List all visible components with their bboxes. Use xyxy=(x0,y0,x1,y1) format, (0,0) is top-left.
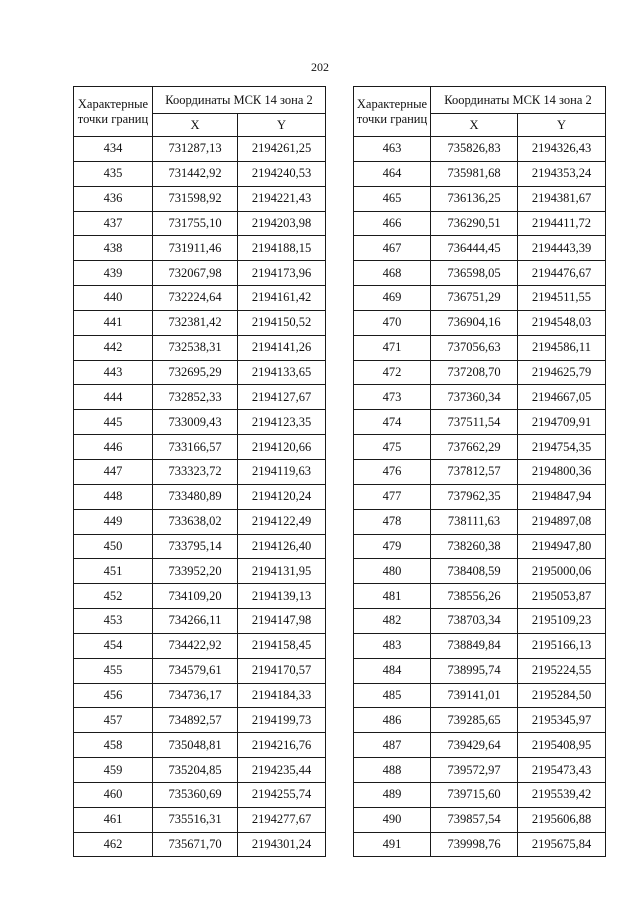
point-number-cell: 444 xyxy=(74,385,153,410)
table-row xyxy=(74,211,326,236)
table-row xyxy=(74,708,326,733)
table-row xyxy=(354,733,606,758)
x-coordinate-cell: 736444,45 xyxy=(431,236,518,261)
point-number-cell: 463 xyxy=(354,137,431,162)
point-number-cell: 436 xyxy=(74,186,153,211)
y-coordinate-cell: 2194255,74 xyxy=(238,782,326,807)
table-row xyxy=(354,435,606,460)
point-number-cell: 464 xyxy=(354,161,431,186)
y-coordinate-cell: 2195606,88 xyxy=(518,807,606,832)
point-number-cell: 455 xyxy=(74,658,153,683)
x-coordinate-cell: 733795,14 xyxy=(153,534,238,559)
y-coordinate-cell: 2194625,79 xyxy=(518,360,606,385)
table-row xyxy=(74,236,326,261)
coordinates-header: Координаты МСК 14 зона 2 xyxy=(153,87,326,114)
point-number-cell: 480 xyxy=(354,559,431,584)
point-number-cell: 442 xyxy=(74,335,153,360)
point-number-cell: 472 xyxy=(354,360,431,385)
x-coordinate-cell: 739285,65 xyxy=(431,708,518,733)
table-row xyxy=(354,609,606,634)
x-coordinate-cell: 738111,63 xyxy=(431,509,518,534)
table-row xyxy=(354,807,606,832)
table-row xyxy=(354,410,606,435)
y-coordinate-cell: 2194235,44 xyxy=(238,758,326,783)
table-row xyxy=(354,335,606,360)
x-coordinate-cell: 734579,61 xyxy=(153,658,238,683)
y-coordinate-cell: 2194199,73 xyxy=(238,708,326,733)
point-number-cell: 466 xyxy=(354,211,431,236)
table-row xyxy=(354,236,606,261)
point-number-cell: 456 xyxy=(74,683,153,708)
y-coordinate-cell: 2195284,50 xyxy=(518,683,606,708)
point-number-cell: 487 xyxy=(354,733,431,758)
x-coordinate-cell: 732852,33 xyxy=(153,385,238,410)
point-number-cell: 458 xyxy=(74,733,153,758)
point-number-cell: 468 xyxy=(354,261,431,286)
table-row xyxy=(74,807,326,832)
table-row xyxy=(354,360,606,385)
table-row xyxy=(74,360,326,385)
points-header: Характерные точки границ xyxy=(74,87,153,137)
x-coordinate-cell: 735048,81 xyxy=(153,733,238,758)
x-header: X xyxy=(431,114,518,137)
x-coordinate-cell: 732695,29 xyxy=(153,360,238,385)
y-coordinate-cell: 2194123,35 xyxy=(238,410,326,435)
y-coordinate-cell: 2194203,98 xyxy=(238,211,326,236)
y-coordinate-cell: 2194586,11 xyxy=(518,335,606,360)
point-number-cell: 461 xyxy=(74,807,153,832)
table-row xyxy=(74,161,326,186)
table-row xyxy=(74,186,326,211)
y-coordinate-cell: 2195000,06 xyxy=(518,559,606,584)
y-coordinate-cell: 2194476,67 xyxy=(518,261,606,286)
y-coordinate-cell: 2194131,95 xyxy=(238,559,326,584)
y-coordinate-cell: 2194126,40 xyxy=(238,534,326,559)
y-coordinate-cell: 2194301,24 xyxy=(238,832,326,857)
table-row xyxy=(354,261,606,286)
y-coordinate-cell: 2194240,53 xyxy=(238,161,326,186)
point-number-cell: 465 xyxy=(354,186,431,211)
y-coordinate-cell: 2194221,43 xyxy=(238,186,326,211)
x-coordinate-cell: 736751,29 xyxy=(431,286,518,311)
point-number-cell: 489 xyxy=(354,782,431,807)
point-number-cell: 462 xyxy=(74,832,153,857)
x-coordinate-cell: 738703,34 xyxy=(431,609,518,634)
table-row xyxy=(354,683,606,708)
y-coordinate-cell: 2194277,67 xyxy=(238,807,326,832)
point-number-cell: 478 xyxy=(354,509,431,534)
point-number-cell: 446 xyxy=(74,435,153,460)
y-coordinate-cell: 2194947,80 xyxy=(518,534,606,559)
table-row xyxy=(74,658,326,683)
table-row xyxy=(354,385,606,410)
point-number-cell: 484 xyxy=(354,658,431,683)
point-number-cell: 457 xyxy=(74,708,153,733)
y-coordinate-cell: 2195053,87 xyxy=(518,584,606,609)
table-row xyxy=(354,137,606,162)
x-coordinate-cell: 735516,31 xyxy=(153,807,238,832)
x-coordinate-cell: 737208,70 xyxy=(431,360,518,385)
point-number-cell: 454 xyxy=(74,633,153,658)
y-header: Y xyxy=(518,114,606,137)
y-coordinate-cell: 2194127,67 xyxy=(238,385,326,410)
y-coordinate-cell: 2194150,52 xyxy=(238,310,326,335)
y-header: Y xyxy=(238,114,326,137)
x-coordinate-cell: 737511,54 xyxy=(431,410,518,435)
table-row xyxy=(354,584,606,609)
coordinates-table-right xyxy=(353,86,606,857)
table-row xyxy=(354,832,606,857)
y-coordinate-cell: 2194119,63 xyxy=(238,459,326,484)
y-coordinate-cell: 2194709,91 xyxy=(518,410,606,435)
y-coordinate-cell: 2195408,95 xyxy=(518,733,606,758)
x-coordinate-cell: 739998,76 xyxy=(431,832,518,857)
table-row xyxy=(354,782,606,807)
y-coordinate-cell: 2194897,08 xyxy=(518,509,606,534)
point-number-cell: 438 xyxy=(74,236,153,261)
x-coordinate-cell: 735360,69 xyxy=(153,782,238,807)
y-coordinate-cell: 2194326,43 xyxy=(518,137,606,162)
table-row xyxy=(74,584,326,609)
table-row xyxy=(74,335,326,360)
table-row xyxy=(74,484,326,509)
point-number-cell: 439 xyxy=(74,261,153,286)
x-coordinate-cell: 736904,16 xyxy=(431,310,518,335)
point-number-cell: 443 xyxy=(74,360,153,385)
table-row xyxy=(74,609,326,634)
point-number-cell: 452 xyxy=(74,584,153,609)
x-coordinate-cell: 731442,92 xyxy=(153,161,238,186)
point-number-cell: 474 xyxy=(354,410,431,435)
x-coordinate-cell: 734266,11 xyxy=(153,609,238,634)
y-coordinate-cell: 2194141,26 xyxy=(238,335,326,360)
y-coordinate-cell: 2194800,36 xyxy=(518,459,606,484)
table-row xyxy=(74,310,326,335)
x-coordinate-cell: 738849,84 xyxy=(431,633,518,658)
x-coordinate-cell: 732224,64 xyxy=(153,286,238,311)
table-body xyxy=(74,137,326,857)
table-row xyxy=(354,559,606,584)
x-coordinate-cell: 739857,54 xyxy=(431,807,518,832)
point-number-cell: 451 xyxy=(74,559,153,584)
table-row xyxy=(354,658,606,683)
y-coordinate-cell: 2194261,25 xyxy=(238,137,326,162)
table-row xyxy=(74,410,326,435)
point-number-cell: 449 xyxy=(74,509,153,534)
x-coordinate-cell: 737962,35 xyxy=(431,484,518,509)
point-number-cell: 488 xyxy=(354,758,431,783)
table-row xyxy=(74,459,326,484)
table-row xyxy=(74,286,326,311)
x-coordinate-cell: 734109,20 xyxy=(153,584,238,609)
point-number-cell: 482 xyxy=(354,609,431,634)
y-coordinate-cell: 2194170,57 xyxy=(238,658,326,683)
table-row xyxy=(354,708,606,733)
point-number-cell: 447 xyxy=(74,459,153,484)
y-coordinate-cell: 2194443,39 xyxy=(518,236,606,261)
point-number-cell: 469 xyxy=(354,286,431,311)
x-coordinate-cell: 731287,13 xyxy=(153,137,238,162)
point-number-cell: 459 xyxy=(74,758,153,783)
y-coordinate-cell: 2195675,84 xyxy=(518,832,606,857)
y-coordinate-cell: 2194158,45 xyxy=(238,633,326,658)
points-header: Характерные точки границ xyxy=(354,87,431,137)
x-coordinate-cell: 734892,57 xyxy=(153,708,238,733)
point-number-cell: 483 xyxy=(354,633,431,658)
x-coordinate-cell: 736290,51 xyxy=(431,211,518,236)
x-coordinate-cell: 733952,20 xyxy=(153,559,238,584)
x-coordinate-cell: 739141,01 xyxy=(431,683,518,708)
point-number-cell: 453 xyxy=(74,609,153,634)
point-number-cell: 440 xyxy=(74,286,153,311)
table-row xyxy=(74,633,326,658)
y-coordinate-cell: 2195166,13 xyxy=(518,633,606,658)
point-number-cell: 460 xyxy=(74,782,153,807)
table-row xyxy=(354,534,606,559)
y-coordinate-cell: 2195345,97 xyxy=(518,708,606,733)
y-coordinate-cell: 2194847,94 xyxy=(518,484,606,509)
point-number-cell: 441 xyxy=(74,310,153,335)
point-number-cell: 481 xyxy=(354,584,431,609)
x-coordinate-cell: 733009,43 xyxy=(153,410,238,435)
point-number-cell: 490 xyxy=(354,807,431,832)
point-number-cell: 485 xyxy=(354,683,431,708)
y-coordinate-cell: 2194548,03 xyxy=(518,310,606,335)
table-row xyxy=(354,484,606,509)
x-coordinate-cell: 735981,68 xyxy=(431,161,518,186)
x-coordinate-cell: 738556,26 xyxy=(431,584,518,609)
table-row xyxy=(74,261,326,286)
table-row xyxy=(354,310,606,335)
y-coordinate-cell: 2194353,24 xyxy=(518,161,606,186)
x-coordinate-cell: 733480,89 xyxy=(153,484,238,509)
x-coordinate-cell: 732381,42 xyxy=(153,310,238,335)
table-row xyxy=(74,733,326,758)
x-coordinate-cell: 735671,70 xyxy=(153,832,238,857)
page-number: 202 xyxy=(311,60,329,74)
y-coordinate-cell: 2195109,23 xyxy=(518,609,606,634)
table-row xyxy=(74,782,326,807)
point-number-cell: 467 xyxy=(354,236,431,261)
table-row xyxy=(74,683,326,708)
y-coordinate-cell: 2195473,43 xyxy=(518,758,606,783)
y-coordinate-cell: 2194184,33 xyxy=(238,683,326,708)
y-coordinate-cell: 2194216,76 xyxy=(238,733,326,758)
y-coordinate-cell: 2194667,05 xyxy=(518,385,606,410)
x-coordinate-cell: 731598,92 xyxy=(153,186,238,211)
x-coordinate-cell: 739429,64 xyxy=(431,733,518,758)
y-coordinate-cell: 2194188,15 xyxy=(238,236,326,261)
x-coordinate-cell: 735826,83 xyxy=(431,137,518,162)
x-coordinate-cell: 738995,74 xyxy=(431,658,518,683)
table-row xyxy=(354,186,606,211)
x-coordinate-cell: 734736,17 xyxy=(153,683,238,708)
x-coordinate-cell: 736598,05 xyxy=(431,261,518,286)
x-coordinate-cell: 736136,25 xyxy=(431,186,518,211)
table-row xyxy=(74,435,326,460)
table-row xyxy=(354,211,606,236)
x-coordinate-cell: 732538,31 xyxy=(153,335,238,360)
point-number-cell: 491 xyxy=(354,832,431,857)
point-number-cell: 476 xyxy=(354,459,431,484)
point-number-cell: 471 xyxy=(354,335,431,360)
point-number-cell: 448 xyxy=(74,484,153,509)
y-coordinate-cell: 2194381,67 xyxy=(518,186,606,211)
table-row xyxy=(74,509,326,534)
table-body xyxy=(354,137,606,857)
x-coordinate-cell: 732067,98 xyxy=(153,261,238,286)
y-coordinate-cell: 2195539,42 xyxy=(518,782,606,807)
point-number-cell: 486 xyxy=(354,708,431,733)
y-coordinate-cell: 2194133,65 xyxy=(238,360,326,385)
x-coordinate-cell: 738408,59 xyxy=(431,559,518,584)
table-row xyxy=(354,509,606,534)
point-number-cell: 445 xyxy=(74,410,153,435)
x-coordinate-cell: 739572,97 xyxy=(431,758,518,783)
table-row xyxy=(74,385,326,410)
y-coordinate-cell: 2194411,72 xyxy=(518,211,606,236)
y-coordinate-cell: 2194139,13 xyxy=(238,584,326,609)
table-row xyxy=(74,758,326,783)
x-coordinate-cell: 733323,72 xyxy=(153,459,238,484)
table-row xyxy=(74,559,326,584)
table-row xyxy=(354,758,606,783)
y-coordinate-cell: 2194173,96 xyxy=(238,261,326,286)
table-row xyxy=(354,633,606,658)
point-number-cell: 434 xyxy=(74,137,153,162)
y-coordinate-cell: 2195224,55 xyxy=(518,658,606,683)
point-number-cell: 475 xyxy=(354,435,431,460)
point-number-cell: 470 xyxy=(354,310,431,335)
coordinates-table-left xyxy=(73,86,326,857)
point-number-cell: 479 xyxy=(354,534,431,559)
table-row xyxy=(354,161,606,186)
x-coordinate-cell: 737662,29 xyxy=(431,435,518,460)
y-coordinate-cell: 2194161,42 xyxy=(238,286,326,311)
x-coordinate-cell: 734422,92 xyxy=(153,633,238,658)
y-coordinate-cell: 2194147,98 xyxy=(238,609,326,634)
x-coordinate-cell: 737812,57 xyxy=(431,459,518,484)
table-row xyxy=(354,286,606,311)
x-coordinate-cell: 737360,34 xyxy=(431,385,518,410)
y-coordinate-cell: 2194120,24 xyxy=(238,484,326,509)
x-coordinate-cell: 733166,57 xyxy=(153,435,238,460)
y-coordinate-cell: 2194120,66 xyxy=(238,435,326,460)
table-row xyxy=(74,534,326,559)
x-coordinate-cell: 737056,63 xyxy=(431,335,518,360)
point-number-cell: 473 xyxy=(354,385,431,410)
table-row xyxy=(74,137,326,162)
x-header: X xyxy=(153,114,238,137)
x-coordinate-cell: 738260,38 xyxy=(431,534,518,559)
table-row xyxy=(354,459,606,484)
point-number-cell: 450 xyxy=(74,534,153,559)
y-coordinate-cell: 2194122,49 xyxy=(238,509,326,534)
x-coordinate-cell: 739715,60 xyxy=(431,782,518,807)
y-coordinate-cell: 2194754,35 xyxy=(518,435,606,460)
point-number-cell: 435 xyxy=(74,161,153,186)
x-coordinate-cell: 735204,85 xyxy=(153,758,238,783)
y-coordinate-cell: 2194511,55 xyxy=(518,286,606,311)
x-coordinate-cell: 731755,10 xyxy=(153,211,238,236)
coordinates-header: Координаты МСК 14 зона 2 xyxy=(431,87,606,114)
x-coordinate-cell: 731911,46 xyxy=(153,236,238,261)
point-number-cell: 437 xyxy=(74,211,153,236)
x-coordinate-cell: 733638,02 xyxy=(153,509,238,534)
table-row xyxy=(74,832,326,857)
point-number-cell: 477 xyxy=(354,484,431,509)
